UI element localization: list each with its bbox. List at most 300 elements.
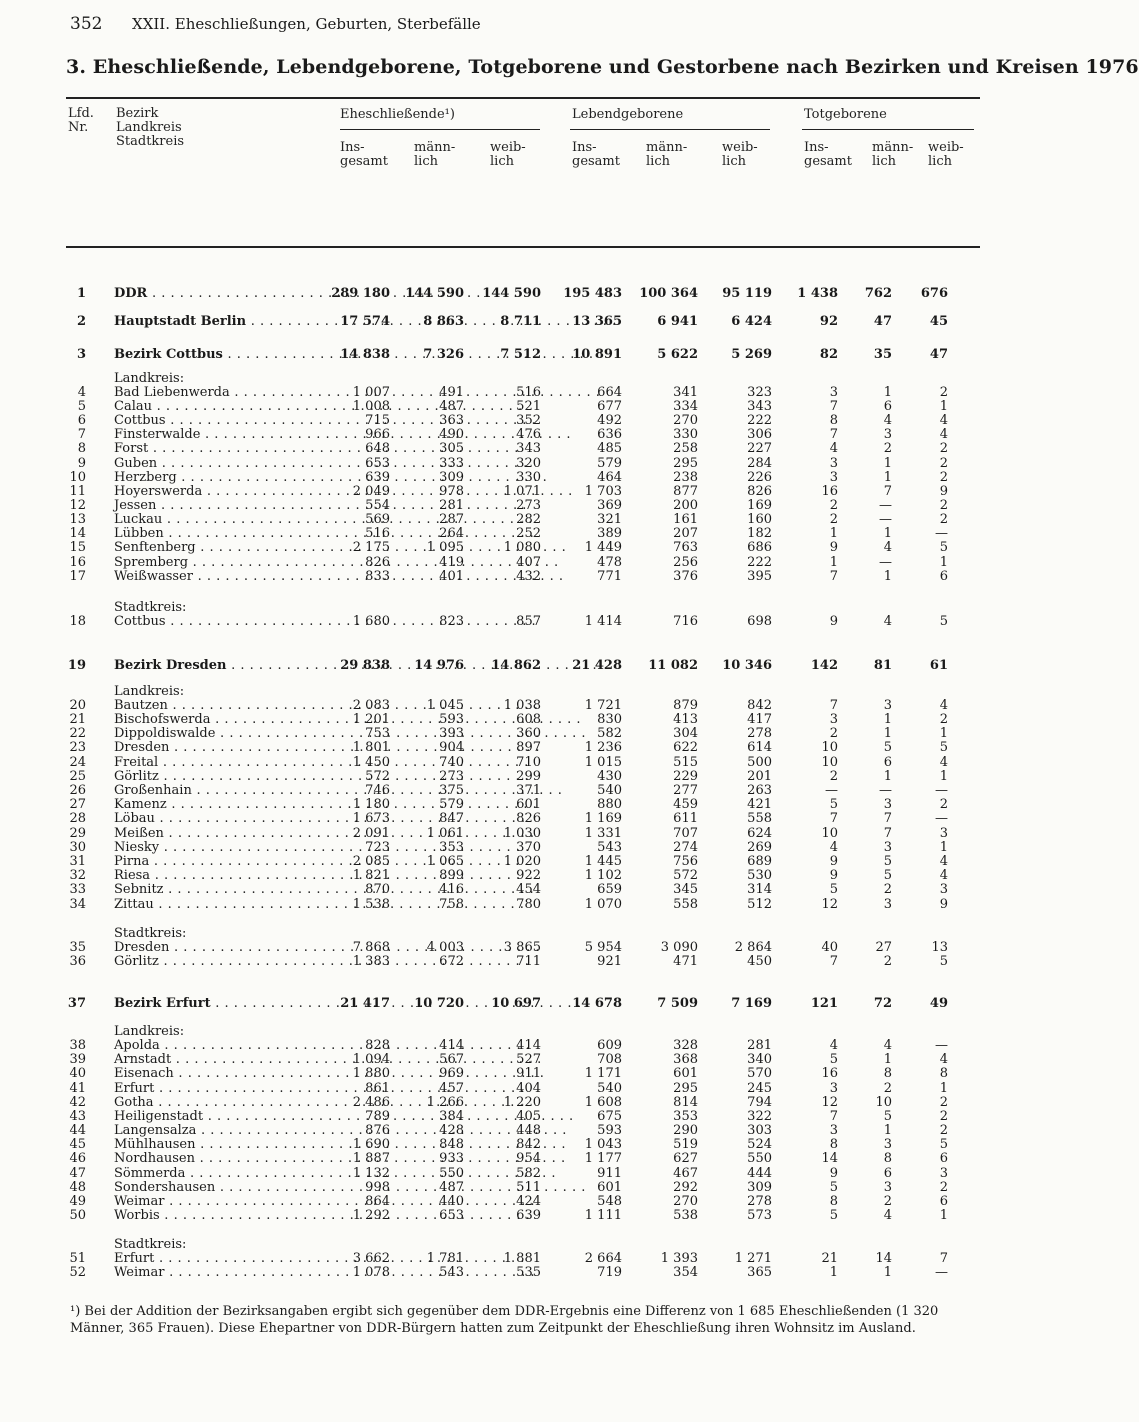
cell-value: 341 bbox=[673, 385, 698, 400]
row-name: Bad Liebenwerda . . . bbox=[114, 386, 328, 400]
cell-value: 5 bbox=[883, 740, 892, 755]
cell-value: 608 bbox=[516, 712, 541, 727]
table-row bbox=[0, 1181, 1024, 1195]
cell-value: 40 bbox=[821, 940, 838, 955]
cell-value: 601 bbox=[516, 797, 541, 812]
cell-value: 814 bbox=[673, 1095, 698, 1110]
table-row bbox=[0, 1152, 1024, 1166]
cell-value: 689 bbox=[747, 854, 772, 869]
table-row bbox=[0, 287, 1024, 301]
cell-value: — bbox=[879, 555, 892, 570]
cell-value: 1 078 bbox=[352, 1265, 390, 1280]
cell-value: 5 bbox=[883, 854, 892, 869]
cell-value: 1 331 bbox=[584, 826, 622, 841]
cell-value: 330 bbox=[673, 427, 698, 442]
table-row bbox=[0, 1039, 1024, 1053]
row-number: 18 bbox=[69, 614, 86, 629]
cell-value: 270 bbox=[673, 413, 698, 428]
cell-value: 570 bbox=[747, 1066, 772, 1081]
cell-value: 794 bbox=[747, 1095, 772, 1110]
cell-value: 1 220 bbox=[503, 1095, 541, 1110]
cell-value: 1 393 bbox=[660, 1251, 698, 1266]
row-name: Dresden . . . bbox=[114, 741, 328, 755]
cell-value: 1 449 bbox=[584, 540, 622, 555]
row-name: Worbis . . . bbox=[114, 1209, 328, 1223]
cell-value: 7 bbox=[829, 427, 838, 442]
row-name: Lübben . . . bbox=[114, 527, 328, 541]
cell-value: 195 483 bbox=[563, 286, 622, 301]
cell-value: 487 bbox=[439, 399, 464, 414]
col-bezirk-line1: Bezirk bbox=[116, 106, 159, 121]
cell-value: 1 690 bbox=[352, 1137, 390, 1152]
cell-value: 624 bbox=[747, 826, 772, 841]
cell-value: 756 bbox=[673, 854, 698, 869]
cell-value: 5 bbox=[939, 614, 948, 629]
table-row bbox=[0, 659, 1024, 673]
cell-value: 16 bbox=[821, 1066, 838, 1081]
cell-value: 519 bbox=[673, 1137, 698, 1152]
cell-value: 7 bbox=[829, 569, 838, 584]
table-title: 3. Eheschließende, Lebendgeborene, Totgeborene und Gestorbene nach Bezirken und Kreisen 1976 bbox=[66, 56, 1139, 78]
cell-value: 1 266 bbox=[426, 1095, 464, 1110]
row-name: Hauptstadt Berlin . . . bbox=[114, 315, 328, 329]
subheader-line1: weib- bbox=[722, 140, 758, 155]
cell-value: 1 673 bbox=[352, 811, 390, 826]
row-number: 45 bbox=[69, 1137, 86, 1152]
group-rule-tot bbox=[802, 129, 974, 130]
cell-value: 404 bbox=[516, 1081, 541, 1096]
cell-value: 842 bbox=[516, 1137, 541, 1152]
row-number: 8 bbox=[77, 441, 86, 456]
subheader-col-4 bbox=[572, 141, 620, 169]
cell-value: 1 414 bbox=[584, 614, 622, 629]
cell-value: 490 bbox=[439, 427, 464, 442]
cell-value: 440 bbox=[439, 1194, 464, 1209]
row-number: 22 bbox=[69, 726, 86, 741]
cell-value: 659 bbox=[597, 882, 622, 897]
table-row bbox=[0, 955, 1024, 969]
cell-value: 345 bbox=[673, 882, 698, 897]
cell-value: 2 bbox=[939, 385, 948, 400]
table-row bbox=[0, 541, 1024, 555]
cell-value: 1 bbox=[939, 726, 948, 741]
cell-value: 500 bbox=[747, 755, 772, 770]
cell-value: 966 bbox=[365, 427, 390, 442]
subheader-line1: männ- bbox=[872, 140, 914, 155]
row-name: Forst . . . bbox=[114, 442, 328, 456]
cell-value: 144 590 bbox=[482, 286, 541, 301]
row-number: 13 bbox=[69, 512, 86, 527]
cell-value: 2 091 bbox=[352, 826, 390, 841]
group-rule-lebend bbox=[570, 129, 770, 130]
cell-value: 1 680 bbox=[352, 614, 390, 629]
table-row bbox=[0, 883, 1024, 897]
row-number: 10 bbox=[69, 470, 86, 485]
row-number: 40 bbox=[69, 1066, 86, 1081]
cell-value: 540 bbox=[597, 783, 622, 798]
page-number: 352 bbox=[70, 14, 103, 34]
table-row bbox=[0, 898, 1024, 912]
cell-value: 707 bbox=[673, 826, 698, 841]
subheader-col-8 bbox=[872, 141, 913, 169]
cell-value: 1 bbox=[939, 1208, 948, 1223]
cell-value: 8 bbox=[883, 1066, 892, 1081]
cell-value: 273 bbox=[439, 769, 464, 784]
table-row bbox=[0, 1266, 1024, 1280]
cell-value: 554 bbox=[365, 498, 390, 513]
subheader-line2: lich bbox=[490, 154, 514, 169]
cell-value: 3 bbox=[883, 427, 892, 442]
cell-value: 6 bbox=[883, 1166, 892, 1181]
subheader-col-5 bbox=[646, 141, 687, 169]
cell-value: 229 bbox=[673, 769, 698, 784]
group-rule-ehe bbox=[340, 129, 540, 130]
row-name: Niesky . . . bbox=[114, 841, 328, 855]
row-name: Gotha . . . bbox=[114, 1096, 328, 1110]
cell-value: 1 065 bbox=[426, 854, 464, 869]
cell-value: 334 bbox=[673, 399, 698, 414]
cell-value: 540 bbox=[597, 1081, 622, 1096]
cell-value: 4 bbox=[883, 1038, 892, 1053]
cell-value: 290 bbox=[673, 1123, 698, 1138]
group-eheschliessende: Eheschließende¹) bbox=[340, 107, 455, 122]
table-row bbox=[0, 1252, 1024, 1266]
table-row bbox=[0, 527, 1024, 541]
label-landkreis-dresden: Landkreis: bbox=[114, 684, 185, 699]
row-number: 20 bbox=[69, 698, 86, 713]
subheader-line2: lich bbox=[928, 154, 952, 169]
subheader-line2: lich bbox=[646, 154, 670, 169]
subheader-line1: Ins- bbox=[572, 140, 597, 155]
cell-value: 558 bbox=[747, 811, 772, 826]
table-row bbox=[0, 1167, 1024, 1181]
cell-value: 1 bbox=[883, 726, 892, 741]
subheader-col-1 bbox=[340, 141, 388, 169]
table-row bbox=[0, 784, 1024, 798]
cell-value: 904 bbox=[439, 740, 464, 755]
cell-value: 487 bbox=[439, 1180, 464, 1195]
cell-value: 1 020 bbox=[503, 854, 541, 869]
cell-value: 421 bbox=[747, 797, 772, 812]
col-bezirk bbox=[116, 107, 184, 149]
row-name: Erfurt . . . bbox=[114, 1252, 328, 1266]
cell-value: 857 bbox=[516, 614, 541, 629]
row-name: Dresden . . . bbox=[114, 941, 328, 955]
group-lebendgeborene: Lebendgeborene bbox=[572, 107, 684, 122]
cell-value: 10 bbox=[821, 826, 838, 841]
cell-value: 428 bbox=[439, 1123, 464, 1138]
cell-value: 328 bbox=[673, 1038, 698, 1053]
table-row bbox=[0, 869, 1024, 883]
cell-value: 7 509 bbox=[657, 996, 698, 1011]
row-name: Sondershausen . . . bbox=[114, 1181, 328, 1195]
cell-value: 1 094 bbox=[352, 1052, 390, 1067]
cell-value: 880 bbox=[597, 797, 622, 812]
header-top-rule bbox=[66, 97, 980, 99]
row-name: Calau . . . bbox=[114, 400, 328, 414]
label-stadtkreis-dresden: Stadtkreis: bbox=[114, 926, 187, 941]
cell-value: 121 bbox=[810, 996, 838, 1011]
cell-value: 847 bbox=[439, 811, 464, 826]
cell-value: — bbox=[935, 783, 948, 798]
cell-value: 3 bbox=[883, 797, 892, 812]
subheader-line1: männ- bbox=[414, 140, 456, 155]
cell-value: 10 720 bbox=[414, 996, 464, 1011]
cell-value: 370 bbox=[516, 840, 541, 855]
cell-value: 1 bbox=[829, 1265, 838, 1280]
cell-value: 444 bbox=[747, 1166, 772, 1181]
table-row bbox=[0, 1110, 1024, 1124]
cell-value: 424 bbox=[516, 1194, 541, 1209]
cell-value: 3 bbox=[939, 882, 948, 897]
row-number: 26 bbox=[69, 783, 86, 798]
table-row bbox=[0, 1209, 1024, 1223]
cell-value: 491 bbox=[439, 385, 464, 400]
table-row bbox=[0, 471, 1024, 485]
row-name: Eisenach . . . bbox=[114, 1067, 328, 1081]
cell-value: 1 bbox=[939, 1081, 948, 1096]
cell-value: 4 bbox=[883, 614, 892, 629]
row-name: Zittau . . . bbox=[114, 898, 328, 912]
cell-value: 12 bbox=[821, 1095, 838, 1110]
cell-value: 299 bbox=[516, 769, 541, 784]
cell-value: 740 bbox=[439, 755, 464, 770]
cell-value: 371 bbox=[516, 783, 541, 798]
row-name: Sebnitz . . . bbox=[114, 883, 328, 897]
cell-value: 281 bbox=[439, 498, 464, 513]
cell-value: 511 bbox=[516, 1180, 541, 1195]
cell-value: 1 bbox=[883, 526, 892, 541]
cell-value: 5 bbox=[939, 740, 948, 755]
cell-value: 3 bbox=[829, 1123, 838, 1138]
cell-value: 485 bbox=[597, 441, 622, 456]
cell-value: 677 bbox=[597, 399, 622, 414]
subheader-col-6 bbox=[722, 141, 758, 169]
cell-value: 353 bbox=[673, 1109, 698, 1124]
cell-value: 258 bbox=[673, 441, 698, 456]
cell-value: 1 095 bbox=[426, 540, 464, 555]
chapter-title: XXII. Eheschließungen, Geburten, Sterbefälle bbox=[132, 15, 481, 33]
cell-value: 2 bbox=[883, 441, 892, 456]
cell-value: 715 bbox=[365, 413, 390, 428]
cell-value: 287 bbox=[439, 512, 464, 527]
cell-value: 1 bbox=[939, 399, 948, 414]
cell-value: 393 bbox=[439, 726, 464, 741]
cell-value: 10 bbox=[821, 755, 838, 770]
subheader-col-9 bbox=[928, 141, 964, 169]
cell-value: 1 438 bbox=[797, 286, 838, 301]
row-name: Riesa . . . bbox=[114, 869, 328, 883]
cell-value: 1 bbox=[939, 555, 948, 570]
cell-value: 1 bbox=[883, 1052, 892, 1067]
cell-value: 100 364 bbox=[639, 286, 698, 301]
row-name: Heiligenstadt . . . bbox=[114, 1110, 328, 1124]
row-number: 34 bbox=[69, 897, 86, 912]
row-name: Bischofswerda . . . bbox=[114, 713, 328, 727]
cell-value: 2 bbox=[939, 1109, 948, 1124]
cell-value: 978 bbox=[439, 484, 464, 499]
cell-value: 823 bbox=[439, 614, 464, 629]
cell-value: 3 090 bbox=[660, 940, 698, 955]
cell-value: 1 180 bbox=[352, 797, 390, 812]
row-number: 42 bbox=[69, 1095, 86, 1110]
cell-value: 4 bbox=[939, 413, 948, 428]
cell-value: 6 bbox=[939, 1151, 948, 1166]
cell-value: 354 bbox=[673, 1265, 698, 1280]
row-name: Cottbus . . . bbox=[114, 615, 328, 629]
cell-value: 1 bbox=[883, 769, 892, 784]
cell-value: 879 bbox=[673, 698, 698, 713]
cell-value: 3 bbox=[883, 897, 892, 912]
cell-value: 448 bbox=[516, 1123, 541, 1138]
table-row bbox=[0, 827, 1024, 841]
cell-value: 61 bbox=[929, 658, 948, 673]
cell-value: 407 bbox=[516, 555, 541, 570]
row-name: Cottbus . . . bbox=[114, 414, 328, 428]
table-row bbox=[0, 442, 1024, 456]
cell-value: 13 365 bbox=[572, 314, 622, 329]
cell-value: 405 bbox=[516, 1109, 541, 1124]
cell-value: 226 bbox=[747, 470, 772, 485]
table-row bbox=[0, 1053, 1024, 1067]
cell-value: 1 801 bbox=[352, 740, 390, 755]
cell-value: 4 bbox=[939, 427, 948, 442]
cell-value: 516 bbox=[365, 526, 390, 541]
subheader-line1: weib- bbox=[928, 140, 964, 155]
cell-value: 3 bbox=[829, 456, 838, 471]
cell-value: 558 bbox=[673, 897, 698, 912]
cell-value: 911 bbox=[516, 1066, 541, 1081]
cell-value: 1 450 bbox=[352, 755, 390, 770]
row-number: 31 bbox=[69, 854, 86, 869]
cell-value: 830 bbox=[597, 712, 622, 727]
row-name: Sömmerda . . . bbox=[114, 1167, 328, 1181]
cell-value: 1 045 bbox=[426, 698, 464, 713]
cell-value: 222 bbox=[747, 555, 772, 570]
cell-value: 2 bbox=[883, 954, 892, 969]
row-name: Pirna . . . bbox=[114, 855, 328, 869]
cell-value: 535 bbox=[516, 1265, 541, 1280]
cell-value: 27 bbox=[875, 940, 892, 955]
cell-value: 414 bbox=[516, 1038, 541, 1053]
table-row bbox=[0, 414, 1024, 428]
cell-value: 49 bbox=[929, 996, 948, 1011]
row-number: 17 bbox=[69, 569, 86, 584]
cell-value: 9 bbox=[829, 614, 838, 629]
cell-value: 1 043 bbox=[584, 1137, 622, 1152]
cell-value: 826 bbox=[747, 484, 772, 499]
label-stadtkreis-erfurt: Stadtkreis: bbox=[114, 1237, 187, 1252]
subheader-line1: Ins- bbox=[804, 140, 829, 155]
cell-value: 309 bbox=[439, 470, 464, 485]
cell-value: 4 003 bbox=[426, 940, 464, 955]
row-number: 28 bbox=[69, 811, 86, 826]
cell-value: 1 781 bbox=[426, 1251, 464, 1266]
cell-value: 758 bbox=[439, 897, 464, 912]
cell-value: 8 bbox=[883, 1151, 892, 1166]
cell-value: 3 bbox=[939, 1166, 948, 1181]
cell-value: 899 bbox=[439, 868, 464, 883]
cell-value: 419 bbox=[439, 555, 464, 570]
cell-value: — bbox=[935, 811, 948, 826]
row-number: 7 bbox=[77, 427, 86, 442]
cell-value: 4 bbox=[939, 1052, 948, 1067]
cell-value: 5 bbox=[829, 1052, 838, 1067]
cell-value: 861 bbox=[365, 1081, 390, 1096]
cell-value: 245 bbox=[747, 1081, 772, 1096]
cell-value: 144 590 bbox=[405, 286, 464, 301]
row-name: Arnstadt . . . bbox=[114, 1053, 328, 1067]
cell-value: 4 bbox=[883, 540, 892, 555]
cell-value: 8 bbox=[939, 1066, 948, 1081]
cell-value: 2 bbox=[939, 512, 948, 527]
cell-value: 877 bbox=[673, 484, 698, 499]
table-row bbox=[0, 570, 1024, 584]
table-row bbox=[0, 615, 1024, 629]
row-name: Löbau . . . bbox=[114, 812, 328, 826]
cell-value: 82 bbox=[819, 347, 838, 362]
cell-value: — bbox=[935, 1265, 948, 1280]
cell-value: 16 bbox=[821, 484, 838, 499]
cell-value: 263 bbox=[747, 783, 772, 798]
page-header bbox=[70, 14, 481, 34]
cell-value: 375 bbox=[439, 783, 464, 798]
row-number: 29 bbox=[69, 826, 86, 841]
cell-value: 289 180 bbox=[331, 286, 390, 301]
table-row bbox=[0, 1067, 1024, 1081]
cell-value: 1 bbox=[883, 1265, 892, 1280]
row-number: 38 bbox=[69, 1038, 86, 1053]
cell-value: 7 bbox=[829, 1109, 838, 1124]
cell-value: 2 bbox=[939, 456, 948, 471]
cell-value: 201 bbox=[747, 769, 772, 784]
cell-value: 2 bbox=[939, 441, 948, 456]
cell-value: 8 863 bbox=[423, 314, 464, 329]
col-bezirk-line3: Stadtkreis bbox=[116, 134, 185, 149]
cell-value: 29 838 bbox=[340, 658, 390, 673]
cell-value: 998 bbox=[365, 1180, 390, 1195]
cell-value: 9 bbox=[829, 1166, 838, 1181]
cell-value: 828 bbox=[365, 1038, 390, 1053]
cell-value: 21 428 bbox=[572, 658, 622, 673]
cell-value: 72 bbox=[873, 996, 892, 1011]
row-number: 11 bbox=[69, 484, 86, 499]
cell-value: 1 881 bbox=[503, 1251, 541, 1266]
cell-value: 5 bbox=[829, 1208, 838, 1223]
cell-value: 780 bbox=[516, 897, 541, 912]
cell-value: 321 bbox=[597, 512, 622, 527]
cell-value: 1 bbox=[829, 555, 838, 570]
row-number: 36 bbox=[69, 954, 86, 969]
cell-value: 639 bbox=[516, 1208, 541, 1223]
cell-value: 492 bbox=[597, 413, 622, 428]
table-row bbox=[0, 1124, 1024, 1138]
cell-value: 7 bbox=[829, 954, 838, 969]
row-name: Mühlhausen . . . bbox=[114, 1138, 328, 1152]
cell-value: 876 bbox=[365, 1123, 390, 1138]
col-bezirk-line2: Landkreis bbox=[116, 120, 182, 135]
cell-value: 376 bbox=[673, 569, 698, 584]
row-number: 41 bbox=[69, 1081, 86, 1096]
subheader-line1: weib- bbox=[490, 140, 526, 155]
cell-value: 6 bbox=[939, 1194, 948, 1209]
cell-value: 8 bbox=[829, 1194, 838, 1209]
header-bottom-rule bbox=[66, 246, 980, 248]
cell-value: 413 bbox=[673, 712, 698, 727]
row-number: 49 bbox=[69, 1194, 86, 1209]
cell-value: 842 bbox=[747, 698, 772, 713]
row-number: 14 bbox=[69, 526, 86, 541]
